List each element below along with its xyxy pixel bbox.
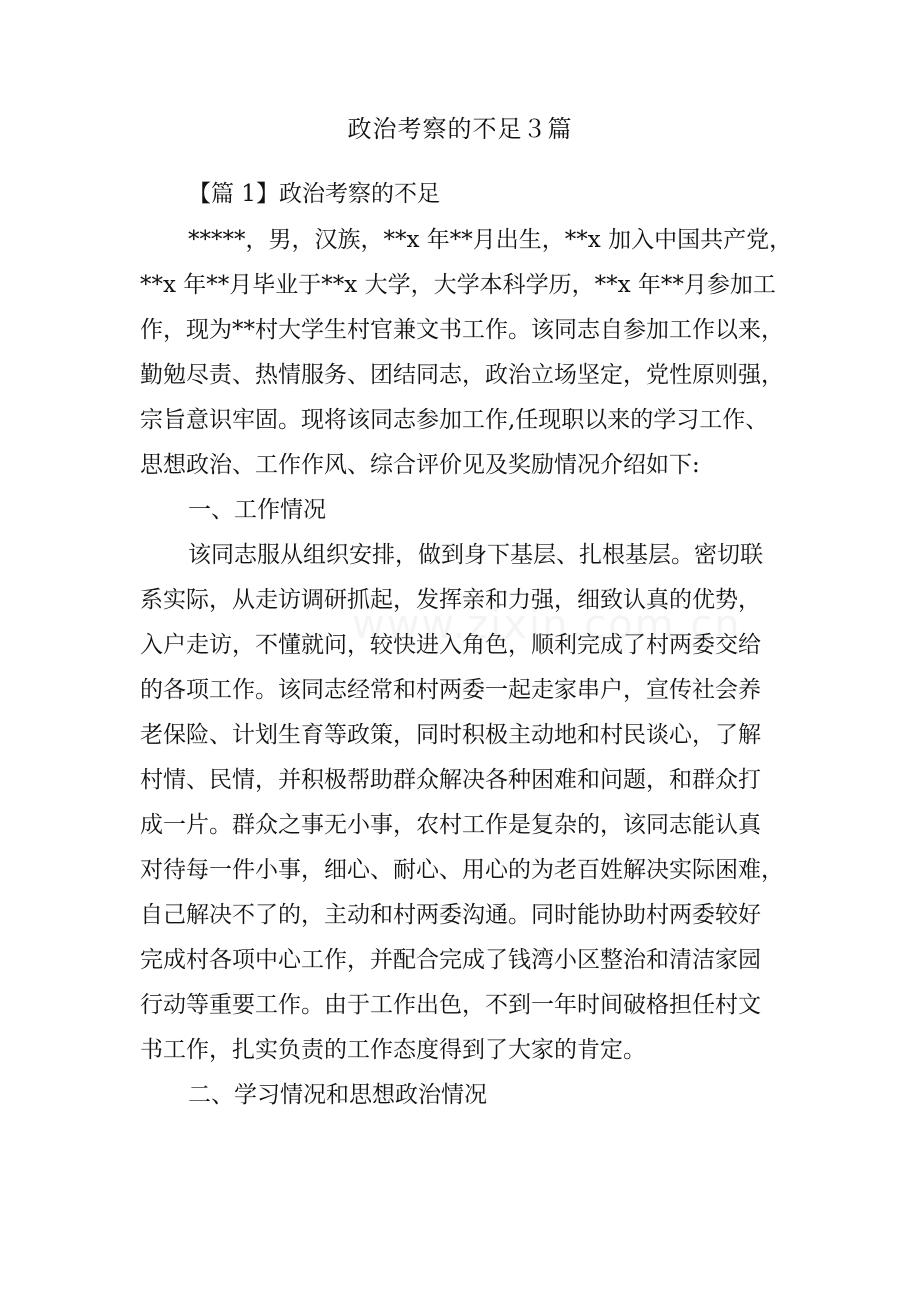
paragraph-2-line-5: 老保险、计划生育等政策，同时积极主动地和村民谈心，了解 [140, 722, 761, 748]
paragraph-1-line-4: 勤勉尽责、热情服务、团结同志，政治立场坚定，党性原则强， [140, 362, 784, 388]
paragraph-2-line-10: 完成村各项中心工作，并配合完成了钱湾小区整治和清洁家园 [140, 947, 761, 973]
paragraph-2-line-2: 系实际，从走访调研抓起，发挥亲和力强，细致认真的优势， [140, 587, 761, 613]
paragraph-1-line-2: **x 年**月毕业于**x 大学，大学本科学历，**x 年**月参加工 [140, 272, 776, 298]
paragraph-2-line-1: 该同志服从组织安排，做到身下基层、扎根基层。密切联 [188, 542, 763, 568]
paragraph-2-line-7: 成一片。群众之事无小事，农村工作是复杂的，该同志能认真 [140, 812, 761, 838]
paragraph-1-line-1: *****，男，汉族，**x 年**月出生，**x 加入中国共产党， [188, 227, 793, 253]
paragraph-1-line-6: 思想政治、工作作风、综合评价见及奖励情况介绍如下: [140, 452, 700, 478]
section-heading-1: 一、工作情况 [188, 497, 326, 523]
section-label: 【篇 1】政治考察的不足 [188, 181, 440, 207]
paragraph-2-line-12: 书工作，扎实负责的工作态度得到了大家的肯定。 [140, 1037, 646, 1063]
paragraph-1-line-5: 宗旨意识牢固。现将该同志参加工作,任现职以来的学习工作、 [140, 407, 769, 433]
paragraph-2-line-4: 的各项工作。该同志经常和村两委一起走家串户，宣传社会养 [140, 677, 761, 703]
document-title: 政治考察的不足３篇 [347, 115, 573, 143]
paragraph-1-line-3: 作，现为**村大学生村官兼文书工作。该同志自参加工作以来， [140, 317, 784, 343]
paragraph-2-line-11: 行动等重要工作。由于工作出色，不到一年时间破格担任村文 [140, 992, 761, 1018]
section-heading-2: 二、学习情况和思想政治情况 [188, 1082, 487, 1108]
paragraph-2-line-9: 自己解决不了的，主动和村两委沟通。同时能协助村两委较好 [140, 902, 761, 928]
paragraph-2-line-3: 入户走访，不懂就问，较快进入角色，顺利完成了村两委交给 [140, 632, 761, 658]
paragraph-2-line-6: 村情、民情，并积极帮助群众解决各种困难和问题，和群众打 [140, 767, 761, 793]
paragraph-2-line-8: 对待每一件小事，细心、耐心、用心的为老百姓解决实际困难， [140, 857, 784, 883]
